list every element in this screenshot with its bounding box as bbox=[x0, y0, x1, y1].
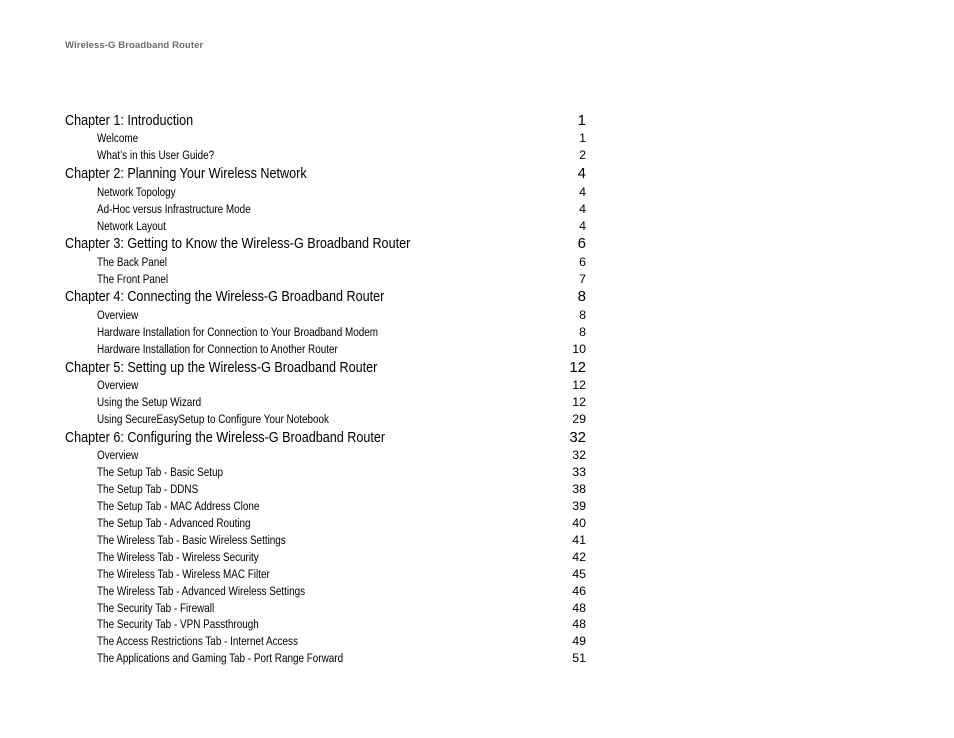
toc-entry-title: The Wireless Tab - Wireless Security bbox=[97, 549, 259, 564]
toc-entry-page-number: 12 bbox=[572, 395, 586, 410]
toc-section-entry[interactable] bbox=[65, 549, 586, 566]
toc-entry-title: The Security Tab - Firewall bbox=[97, 600, 215, 615]
running-header: Wireless-G Broadband Router bbox=[65, 40, 204, 51]
toc-entry-page-number: 6 bbox=[579, 254, 586, 269]
toc-section-entry[interactable] bbox=[65, 633, 586, 650]
toc-section-entry[interactable] bbox=[65, 566, 586, 583]
toc-section-entry[interactable] bbox=[65, 411, 586, 428]
toc-section-entry[interactable] bbox=[65, 184, 586, 201]
toc-entry-title: Chapter 4: Connecting the Wireless-G Broadband Router bbox=[65, 288, 385, 306]
toc-entry-title: Network Topology bbox=[97, 184, 176, 199]
toc-entry-title: The Setup Tab - DDNS bbox=[97, 482, 199, 497]
toc-chapter-entry[interactable] bbox=[65, 112, 586, 131]
toc-entry-title: Overview bbox=[97, 308, 139, 323]
toc-entry-title: Ad-Hoc versus Infrastructure Mode bbox=[97, 201, 251, 216]
toc-entry-page-number: 2 bbox=[579, 148, 586, 163]
toc-section-entry[interactable] bbox=[65, 254, 586, 271]
toc-entry-title: The Back Panel bbox=[97, 254, 167, 269]
toc-entry-page-number: 4 bbox=[579, 184, 586, 199]
toc-entry-page-number: 48 bbox=[572, 617, 586, 632]
toc-entry-title: Hardware Installation for Connection to Your Broadband Modem bbox=[97, 325, 379, 340]
toc-entry-page-number: 48 bbox=[572, 600, 586, 615]
toc-entry-page-number: 6 bbox=[577, 235, 586, 253]
toc-section-entry[interactable] bbox=[65, 324, 586, 341]
toc-entry-page-number: 4 bbox=[577, 165, 586, 183]
toc-section-entry[interactable] bbox=[65, 147, 586, 164]
toc-entry-title: The Wireless Tab - Wireless MAC Filter bbox=[97, 566, 270, 581]
toc-entry-title: Chapter 1: Introduction bbox=[65, 111, 194, 129]
toc-entry-title: Welcome bbox=[97, 131, 139, 146]
toc-section-entry[interactable] bbox=[65, 583, 586, 600]
toc-section-entry[interactable] bbox=[65, 307, 586, 324]
toc-entry-page-number: 12 bbox=[569, 358, 586, 376]
toc-entry-title: Using the Setup Wizard bbox=[97, 395, 202, 410]
toc-entry-title: The Security Tab - VPN Passthrough bbox=[97, 617, 259, 632]
toc-entry-page-number: 10 bbox=[572, 341, 586, 356]
toc-section-entry[interactable] bbox=[65, 130, 586, 147]
toc-entry-page-number: 1 bbox=[579, 131, 586, 146]
toc-entry-page-number: 46 bbox=[572, 583, 586, 598]
toc-entry-title: The Setup Tab - Advanced Routing bbox=[97, 516, 251, 531]
toc-chapter-entry[interactable] bbox=[65, 288, 586, 307]
toc-entry-page-number: 8 bbox=[577, 288, 586, 306]
toc-chapter-entry[interactable] bbox=[65, 429, 586, 448]
toc-section-entry[interactable] bbox=[65, 447, 586, 464]
toc-entry-page-number: 32 bbox=[569, 428, 586, 446]
toc-entry-page-number: 49 bbox=[572, 634, 586, 649]
toc-entry-title: The Access Restrictions Tab - Internet Access bbox=[97, 634, 298, 649]
toc-section-entry[interactable] bbox=[65, 341, 586, 358]
toc-chapter-entry[interactable] bbox=[65, 359, 586, 378]
toc-entry-title: Chapter 5: Setting up the Wireless-G Broadband Router bbox=[65, 358, 378, 376]
toc-entry-title: Overview bbox=[97, 448, 139, 463]
toc-entry-title: Chapter 2: Planning Your Wireless Network bbox=[65, 165, 307, 183]
toc-entry-page-number: 12 bbox=[572, 378, 586, 393]
toc-entry-title: The Setup Tab - Basic Setup bbox=[97, 465, 224, 480]
toc-section-entry[interactable] bbox=[65, 481, 586, 498]
toc-section-entry[interactable] bbox=[65, 394, 586, 411]
toc-entry-title: The Wireless Tab - Advanced Wireless Settings bbox=[97, 583, 306, 598]
toc-entry-title: Chapter 3: Getting to Know the Wireless-G Broadband Router bbox=[65, 235, 411, 253]
toc-entry-page-number: 38 bbox=[572, 482, 586, 497]
toc-entry-page-number: 41 bbox=[572, 532, 586, 547]
toc-section-entry[interactable] bbox=[65, 616, 586, 633]
table-of-contents bbox=[65, 111, 586, 667]
toc-entry-page-number: 32 bbox=[572, 448, 586, 463]
toc-entry-page-number: 4 bbox=[579, 218, 586, 233]
toc-section-entry[interactable] bbox=[65, 377, 586, 394]
toc-entry-title: The Applications and Gaming Tab - Port Range Forward bbox=[97, 651, 344, 666]
toc-entry-page-number: 40 bbox=[572, 516, 586, 531]
toc-entry-page-number: 51 bbox=[572, 651, 586, 666]
toc-section-entry[interactable] bbox=[65, 650, 586, 667]
toc-section-entry[interactable] bbox=[65, 498, 586, 515]
toc-entry-page-number: 7 bbox=[579, 271, 586, 286]
toc-entry-title: Hardware Installation for Connection to Another Router bbox=[97, 341, 338, 356]
toc-section-entry[interactable] bbox=[65, 218, 586, 235]
toc-section-entry[interactable] bbox=[65, 464, 586, 481]
toc-entry-title: Chapter 6: Configuring the Wireless-G Broadband Router bbox=[65, 428, 386, 446]
toc-entry-page-number: 29 bbox=[572, 412, 586, 427]
toc-entry-title: Overview bbox=[97, 378, 139, 393]
toc-section-entry[interactable] bbox=[65, 600, 586, 617]
toc-section-entry[interactable] bbox=[65, 271, 586, 288]
toc-entry-page-number: 33 bbox=[572, 465, 586, 480]
toc-entry-page-number: 1 bbox=[577, 111, 586, 129]
toc-entry-page-number: 4 bbox=[579, 201, 586, 216]
toc-section-entry[interactable] bbox=[65, 532, 586, 549]
toc-entry-title: The Wireless Tab - Basic Wireless Settings bbox=[97, 532, 286, 547]
toc-section-entry[interactable] bbox=[65, 515, 586, 532]
toc-entry-title: Network Layout bbox=[97, 218, 166, 233]
toc-entry-page-number: 8 bbox=[579, 308, 586, 323]
toc-entry-title: The Front Panel bbox=[97, 271, 169, 286]
toc-chapter-entry[interactable] bbox=[65, 235, 586, 254]
toc-entry-page-number: 8 bbox=[579, 325, 586, 340]
toc-section-entry[interactable] bbox=[65, 201, 586, 218]
toc-entry-page-number: 39 bbox=[572, 499, 586, 514]
toc-entry-title: Using SecureEasySetup to Configure Your Notebook bbox=[97, 412, 329, 427]
toc-entry-title: What’s in this User Guide? bbox=[97, 148, 215, 163]
toc-entry-page-number: 42 bbox=[572, 549, 586, 564]
toc-entry-page-number: 45 bbox=[572, 566, 586, 581]
toc-entry-title: The Setup Tab - MAC Address Clone bbox=[97, 499, 260, 514]
toc-chapter-entry[interactable] bbox=[65, 165, 586, 184]
